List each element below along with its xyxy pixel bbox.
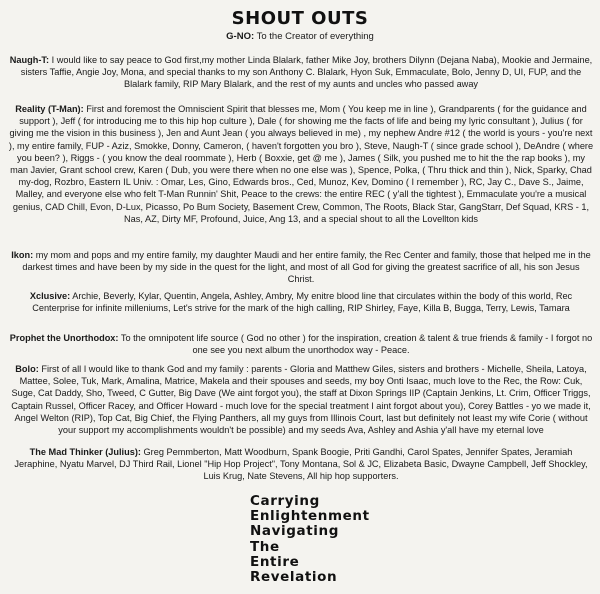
shoutout-xclusive	[8, 290, 594, 314]
motto-line: Enlightenment	[250, 508, 370, 525]
shoutout-prophet	[8, 332, 594, 356]
shoutout-text: Greg Pemmberton, Matt Woodburn, Spank Boogie, Priti Gandhi, Carol Spates, Jennifer Spates, Jeramiah Jeraphine, Nyatu Marvel, DJ Third Rail, Lionel "Hip Hop Project", Tony Montana, Sol & JC, Elizabeta Basic, Dwayne Campbell, Jeff Shockley, Luis Krug, Nate Stevens, All hip hop supporters.	[14, 447, 588, 482]
shoutout-text: First and foremost the Omniscient Spirit that blesses me, Mom ( You keep me in line ), Grandparents ( for the guidance and support ), Jeff ( for introducing me to this hip hop culture ), Dale ( for showing me the facts of life and being my lyric consultant ), Julius ( for giving me the vision in this business ), Jen and Aunt Jean ( you always believed in me) , my nephew Andre #12 ( the world is yours - you're next ), my entire family, FUP - Aziz, Smokke, Donny, Cameron, ( haven't forgotten you bro ), Steve, Naugh-T ( since grade school ), DeAndre ( where you been? ), Riggs - ( you know the deal roommate ), Herb ( Boxxie, get @ me ), James ( Silk, you pushed me to hit the the rap books ), my man Javier, Grant school crew, Karen ( Dub, you were there when no one else was ), Spence, Polka, ( Thru thick and thin ), Nick, Sparky, Chad my-dog, Rozbro, Eastern IL Univ. : Omar, Les, Gino, Edwards bros., Ced, Munoz, Kev, Domino ( I remember ), RC, Jay C., Dave S., Jaime, Malley, and everyone else who felt T-Man Runnin' Shit, Peace to the crews: the entire REC ( y'all the tightest ), Emmaculate you're a musical genius, CAD Chill, Evon, D-Lux, Picasso, Po Bum Society, Basement Crew, Common, The Roots, Black Star, GangStarr, Def Squad, KRS - 1, Nas, AZ, Dirty MF, Profound, Juice, Ang 13, and a special shout to all the Lovellton kids	[8, 104, 594, 224]
shoutout-author: The Mad Thinker (Julius):	[29, 447, 141, 457]
shoutout-author: Naugh-T:	[9, 55, 50, 65]
motto-line: Entire	[250, 553, 300, 570]
motto-line: Carrying	[250, 493, 320, 509]
motto-line: The	[250, 538, 280, 555]
shoutout-text: First of all I would like to thank God and my family : parents - Gloria and Matthew Giles, sisters and brothers - Michelle, Sheila, Latoya, Mattee, Solee, Tuk, Mark, Amalina, Matrice, Makela and their spouses and seeds, my boy Onti Isaac, much love to the Rec, the Row: Cuk, Suge, Cat Daddy, Sho, Tweed, C Gutter, Big Dave (We aint forgot you), the staff at Dixon Springs IIP (Captain Jenkins, Lt. Crim, Officer Triggs, Captain Russel, Officer Racey, and Officer Howard - much love for the special treatment I aint forgot about you), Corey Battles - yo we made it, Angel Welton (RIP), Top Cat, Big Chief, the Flying Panthers, all my guys from Illinois Court, last but definitely not least my wife Corie ( without your support my accomplishments wouldn't be possible) and my seeds Ava, Ashley and Ashia y'all have my eternal love	[11, 364, 591, 436]
motto-line: Revelation	[250, 569, 338, 586]
shoutout-naugh-t	[8, 54, 594, 91]
shoutout-author: Prophet the Unorthodox:	[9, 333, 119, 343]
dedication-line	[0, 31, 600, 43]
shoutout-text: To the omnipotent life source ( God no other ) for the inspiration, creation & talent & true friends & family - I forgot no one see you next album the unorthodox way - Peace.	[120, 333, 593, 356]
dedication-author: G-NO:	[226, 31, 255, 42]
shoutout-author: Ikon:	[11, 250, 34, 260]
dedication-text: To the Creator of everything	[256, 31, 374, 42]
shoutout-author: Bolo:	[15, 364, 39, 374]
shoutout-reality	[8, 103, 594, 225]
page-title: SHOUT OUTS	[231, 8, 369, 29]
shoutout-mad-thinker	[8, 446, 594, 483]
shoutout-text: I would like to say peace to God first,my mother Linda Blalark, father Mike Joy, brothers Dilynn (Dejana Naba), Mookie and Jermaine, sisters Taffie, Angie Joy, Mona, and special thanks to my son Anthony C. Blalark, Hyon Suk, Emmaculate, Bolo, Jenny D, UI, FUP, and the Blalark family, RIP Mary Blalark, and the rest of my aunts and uncles who passed away	[20, 55, 593, 90]
motto-acronym	[250, 494, 450, 585]
shoutout-text: my mom and pops and my entire family, my daughter Maudi and her entire family, the Rec Center and family, those that helped me in the darkest times and have been by my side in the quest for the light, and most of all God for giving the greatest sacrifice of all, his son Jesus Christ.	[22, 250, 591, 285]
motto-line: Navigating	[250, 523, 339, 540]
shoutout-author: Xclusive:	[29, 291, 71, 301]
shoutout-author: Reality (T-Man):	[15, 104, 84, 114]
shoutout-ikon	[8, 249, 594, 286]
shoutout-bolo	[8, 363, 594, 436]
shoutout-text: Archie, Beverly, Kylar, Quentin, Angela, Ashley, Ambry, My enitre blood line that circulates within the body of this world, Rec Centerprise for infinite milleniums, Let's strive for the mark of the high calling, RIP Shirley, Faye, Killa B, Bugga, Terry, Lewis, Tamara	[32, 291, 573, 314]
